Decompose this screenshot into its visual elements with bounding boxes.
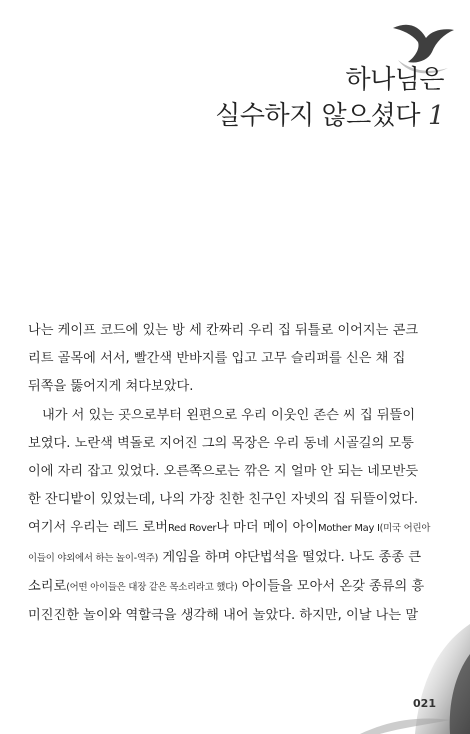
text-fragment: 게임을 하며 야단법석을 떨었다. 나도 종종 큰 — [158, 549, 421, 565]
text-fragment: 나 마더 메이 아이 — [216, 520, 318, 536]
text-line: 나는 케이프 코드에 있는 방 세 칸짜리 우리 집 뒤틀로 이어지는 콘크 — [28, 323, 419, 338]
paragraph-1 — [28, 317, 448, 402]
text-line: 뒤쪽을 뚫어지게 쳐다보았다. — [28, 379, 194, 395]
chapter-title-line2 — [215, 98, 444, 134]
text-fragment: 여기서 우리는 레드 로버 — [28, 520, 168, 536]
parenthetical-note: (어떤 아이들은 대장 같은 목소리라고 했다) — [66, 581, 238, 593]
chapter-title-line1: 하나님은 — [345, 65, 444, 95]
translator-note: 이들이 야외에서 하는 놀이-역주) — [28, 552, 159, 564]
text-line: 한 잔디밭이 있었는데, 나의 가장 친한 친구인 자넷의 집 뒤뜰이었다. — [28, 492, 419, 508]
paragraph-2 — [28, 402, 448, 631]
text-line: 보였다. 노란색 벽돌로 지어진 그의 목장은 우리 동네 시골길의 모퉁 — [28, 435, 414, 451]
chapter-title — [215, 62, 444, 134]
text-line: 미진진한 놀이와 역할극을 생각해 내어 놀았다. 하지만, 이날 나는 말 — [28, 608, 419, 624]
chapter-number: 1 — [427, 101, 444, 131]
text-line: 이에 자리 잡고 있었다. 오른쪽으로는 깎은 지 얼마 안 되는 네모반듯 — [28, 464, 419, 480]
text-line: 리트 골목에 서서, 빨간색 반바지를 입고 고무 슬리퍼를 신은 채 집 — [28, 351, 406, 367]
text-line: 내가 서 있는 곳으로부터 왼편으로 우리 이웃인 존슨 씨 집 뒤뜰이 — [42, 407, 416, 423]
text-fragment: 아이들을 모아서 온갖 종류의 흥 — [237, 578, 425, 594]
page-number: 021 — [413, 697, 436, 710]
english-term-mother-may-i: Mother May I — [318, 523, 380, 535]
body-text — [28, 317, 448, 630]
english-term-red-rover: Red Rover — [167, 523, 217, 535]
text-fragment: 소리로 — [28, 578, 67, 594]
chapter-title-text: 실수하지 않으셨다 — [215, 101, 420, 131]
ink-brush-decoration — [320, 624, 470, 734]
translator-note: (미국 어린아 — [379, 523, 431, 535]
